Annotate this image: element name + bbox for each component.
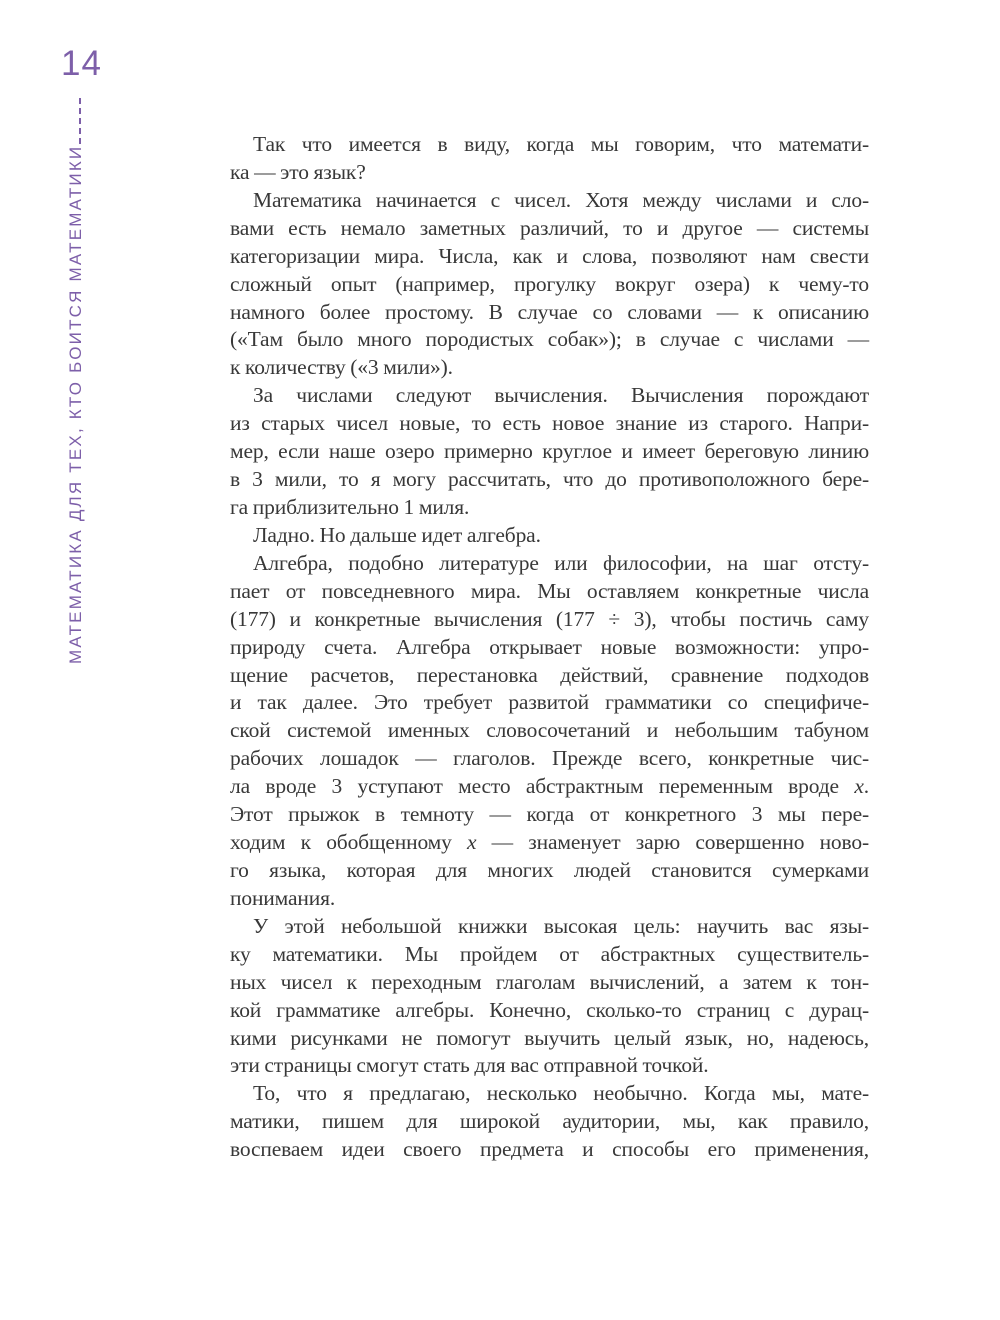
text-line: понимания.	[230, 885, 336, 910]
text-line: ных чисел к переходным глаголам вычислений, а затем к тон-	[230, 969, 869, 994]
text-line: природу счета. Алгебра открывает новые возможности: упро-	[230, 634, 869, 659]
text-line: Алгебра, подобно литературе или философии, на шаг отсту-	[253, 550, 869, 575]
text-line: Так что имеется в виду, когда мы говорим, что математи-	[253, 132, 869, 156]
paragraph	[230, 131, 869, 187]
text-line: Математика начинается с чисел. Хотя между числами и сло-	[253, 187, 869, 212]
text-line: из старых чисел новые, то есть новое знание из старого. Напри-	[230, 411, 869, 436]
text-line: и так далее. Это требует развитой грамматики со специфиче-	[230, 690, 869, 715]
text-line: го языка, которая для многих людей становится сумерками	[230, 857, 869, 882]
text-line: ла вроде 3 уступают место абстрактным переменным вроде x.	[230, 774, 869, 799]
text-line: намного более простому. В случае со словами — к описанию	[230, 299, 869, 324]
paragraph	[230, 187, 869, 382]
text-line: Ладно. Но дальше идет алгебра.	[253, 522, 541, 547]
text-line: ку математики. Мы пройдем от абстрактных существитель-	[230, 941, 869, 966]
text-line: категоризации мира. Числа, как и слова, позволяют нам свести	[230, 243, 869, 268]
text-line: щение расчетов, перестановка действий, сравнение подходов	[230, 662, 869, 687]
text-line: За числами следуют вычисления. Вычисления порождают	[253, 383, 869, 408]
text-line: Этот прыжок в темноту — когда от конкретного 3 мы пере-	[230, 802, 869, 827]
paragraph	[230, 382, 869, 522]
text-line: рабочих лошадок — глаголов. Прежде всего, конкретные чис-	[230, 746, 869, 771]
text-line: к количеству («3 мили»).	[230, 355, 453, 380]
text-line: ской системой именных словосочетаний и небольшим табуном	[230, 718, 869, 743]
page-number: 14	[61, 44, 102, 83]
paragraph	[230, 913, 869, 1081]
text-line: сложный опыт (например, прогулку вокруг озера) к чему-то	[230, 271, 869, 296]
text-line: ка — это язык?	[230, 159, 366, 184]
text-block	[230, 131, 869, 1164]
text-line: га приблизительно 1 миля.	[230, 494, 470, 519]
text-line: ходим к обобщенному x — знаменует зарю совершенно ново-	[230, 830, 869, 855]
text-line: («Там было много породистых собак»); в случае с числами —	[230, 327, 869, 352]
text-line: вами есть немало заметных различий, то и другое — системы	[230, 215, 869, 240]
paragraph	[230, 522, 869, 550]
text-line: эти страницы смогут стать для вас отправной точкой.	[230, 1053, 709, 1078]
text-line: То, что я предлагаю, несколько необычно. Когда мы, мате-	[253, 1081, 869, 1106]
text-line: воспеваем идеи своего предмета и способы его применения,	[230, 1137, 869, 1162]
text-line: кими рисунками не помогут выучить целый язык, но, надеюсь,	[230, 1025, 869, 1050]
text-line: пает от повседневного мира. Мы оставляем конкретные числа	[230, 578, 869, 603]
text-line: матики, пишем для широкой аудитории, мы, как правило,	[230, 1109, 869, 1134]
paragraph	[230, 1080, 869, 1164]
text-line: в 3 мили, то я могу рассчитать, что до противоположного бере-	[230, 467, 869, 492]
paragraph	[230, 550, 869, 913]
variable-italic: x	[467, 830, 477, 855]
text-line: У этой небольшой книжки высокая цель: научить вас язы-	[253, 913, 869, 938]
text-line: (177) и конкретные вычисления (177 ÷ 3), чтобы постичь саму	[230, 606, 869, 631]
running-title-vertical: МАТЕМАТИКА ДЛЯ ТЕХ, КТО БОИТСЯ МАТЕМАТИКИ	[66, 144, 85, 664]
dashed-leader-line	[79, 98, 81, 144]
text-line: мер, если наше озеро примерно круглое и имеет береговую линию	[230, 439, 869, 464]
text-line: кой грамматике алгебры. Конечно, сколько-то страниц с дурац-	[230, 997, 869, 1022]
variable-italic: x	[854, 774, 864, 799]
